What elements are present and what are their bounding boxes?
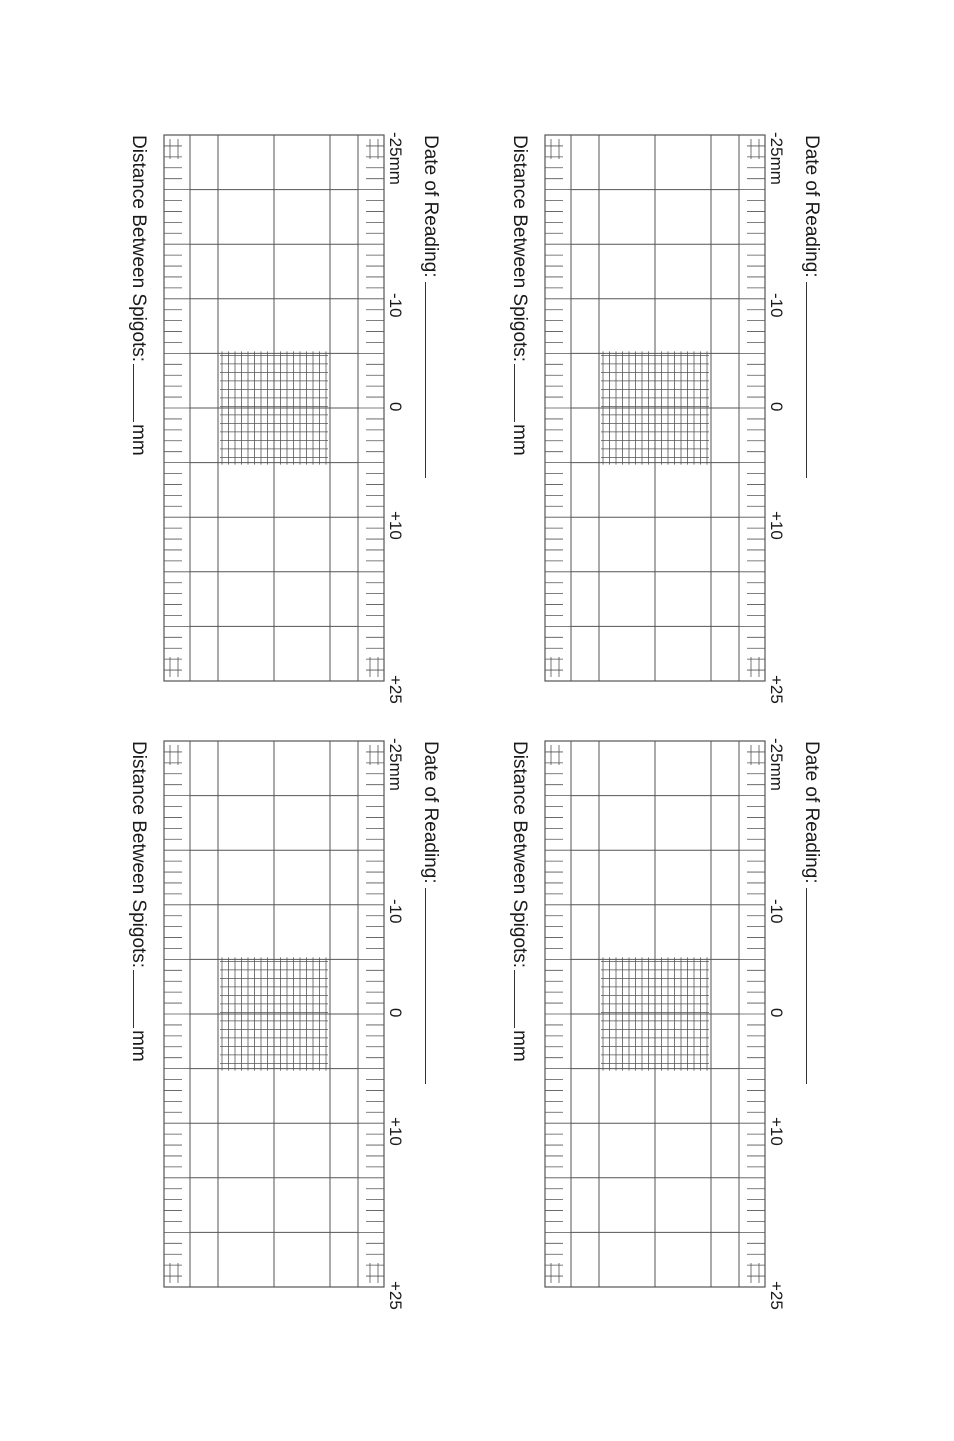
distance-unit: mm: [509, 1030, 530, 1062]
scale-label-minus-25: -25mm: [386, 738, 405, 791]
scale-label-plus-10: +10: [386, 511, 405, 541]
scale-label-minus-10: -10: [767, 292, 786, 318]
scale-label-plus-10: +10: [767, 1117, 786, 1147]
distance-unit: mm: [509, 424, 530, 456]
distance-label: Distance Between Spigots:: [509, 741, 530, 969]
distance-label: Distance Between Spigots:: [128, 741, 149, 969]
distance-label: Distance Between Spigots:: [128, 135, 149, 363]
scale-label-plus-25: +25: [386, 1281, 405, 1310]
distance-unit: mm: [128, 424, 149, 456]
date-label: Date of Reading:: [801, 741, 822, 884]
scale-label-zero: 0: [767, 402, 786, 412]
scale-label-minus-10: -10: [386, 292, 405, 318]
date-label: Date of Reading:: [420, 741, 441, 884]
scale-label-minus-10: -10: [386, 898, 405, 924]
scale-label-plus-25: +25: [386, 675, 405, 704]
scale-label-plus-25: +25: [767, 675, 786, 704]
scale-label-zero: 0: [386, 402, 405, 412]
scale-label-minus-25: -25mm: [767, 738, 786, 791]
scale-label-zero: 0: [767, 1008, 786, 1018]
date-blank-line[interactable]: [425, 888, 426, 1084]
scale-label-plus-25: +25: [767, 1281, 786, 1310]
scale-label-zero: 0: [386, 1008, 405, 1018]
scale-label-plus-10: +10: [386, 1117, 405, 1147]
scale-label-minus-25: -25mm: [767, 132, 786, 185]
distance-blank-line[interactable]: [133, 970, 134, 1028]
date-label: Date of Reading:: [801, 135, 822, 278]
scale-label-plus-10: +10: [767, 511, 786, 541]
date-of-reading-field[interactable]: [420, 741, 440, 1084]
distance-between-spigots-field[interactable]: [128, 741, 148, 1062]
distance-label: Distance Between Spigots:: [509, 135, 530, 363]
date-label: Date of Reading:: [420, 135, 441, 278]
distance-unit: mm: [128, 1030, 149, 1062]
scale-label-minus-25: -25mm: [386, 132, 405, 185]
scale-label-minus-10: -10: [767, 898, 786, 924]
